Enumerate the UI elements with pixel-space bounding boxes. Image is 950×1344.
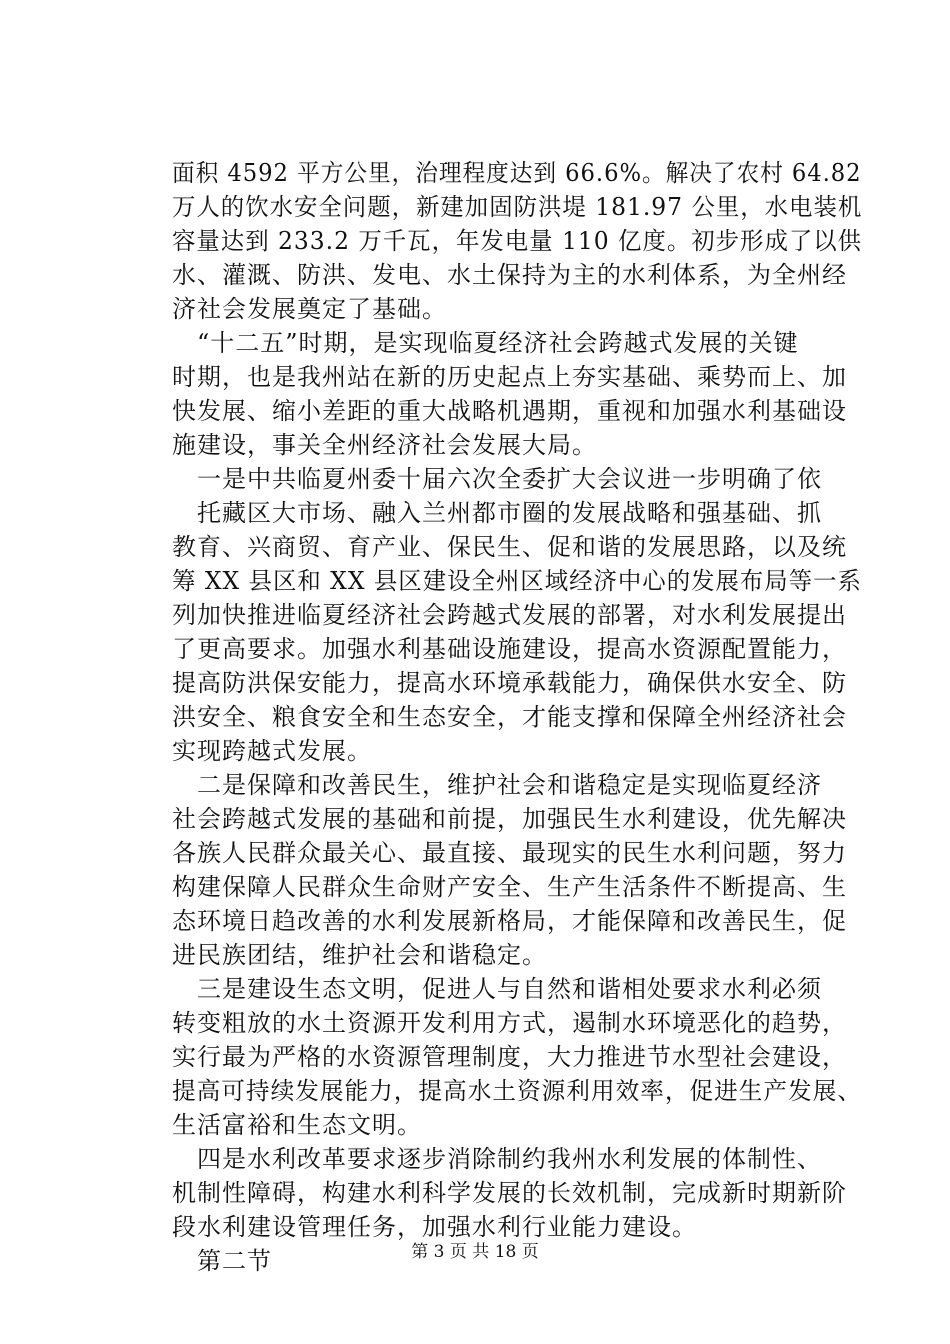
- text-line: 教育、兴商贸、育产业、保民生、促和谐的发展思路，以及统: [172, 533, 847, 561]
- page-number-footer: 第 3 页 共 18 页: [411, 1242, 539, 1262]
- text-line: 实现跨越式发展。: [172, 737, 372, 765]
- text-line: 转变粗放的水土资源开发利用方式，遏制水环境恶化的趋势，: [172, 1009, 847, 1037]
- text-line: 进民族团结，维护社会和谐稳定。: [172, 941, 547, 969]
- text-line: 洪安全、粮食安全和生态安全，才能支撑和保障全州经济社会: [172, 703, 847, 731]
- text-line: 万人的饮水安全问题，新建加固防洪堤 181.97 公里，水电装机: [172, 193, 863, 221]
- text-line: 提高可持续发展能力，提高水土资源利用效率，促进生产发展、: [172, 1077, 862, 1105]
- text-line: 施建设，事关全州经济社会发展大局。: [172, 431, 597, 459]
- text-line: 筹 XX 县区和 XX 县区建设全州区域经济中心的发展布局等一系: [172, 567, 862, 595]
- text-line: 快发展、缩小差距的重大战略机遇期，重视和加强水利基础设: [172, 397, 847, 425]
- text-line: 实行最为严格的水资源管理制度，大力推进节水型社会建设，: [172, 1043, 847, 1071]
- text-line: 水、灌溉、防洪、发电、水土保持为主的水利体系，为全州经: [172, 261, 847, 289]
- section-heading: 第二节: [172, 1247, 272, 1275]
- text-line: 了更高要求。加强水利基础设施建设，提高水资源配置能力，: [172, 635, 847, 663]
- text-line: 提高防洪保安能力，提高水环境承载能力，确保供水安全、防: [172, 669, 847, 697]
- text-line: 社会跨越式发展的基础和前提，加强民生水利建设，优先解决: [172, 805, 847, 833]
- text-line: 机制性障碍，构建水利科学发展的长效机制，完成新时期新阶: [172, 1179, 847, 1207]
- text-line: 四是水利改革要求逐步消除制约我州水利发展的体制性、: [172, 1145, 822, 1173]
- text-line: 各族人民群众最关心、最直接、最现实的民生水利问题，努力: [172, 839, 847, 867]
- text-line: 列加快推进临夏经济社会跨越式发展的部署，对水利发展提出: [172, 601, 847, 629]
- text-line: 面积 4592 平方公里，治理程度达到 66.6%。解决了农村 64.82: [172, 159, 862, 187]
- text-line: “十二五”时期，是实现临夏经济社会跨越式发展的关键: [172, 329, 799, 357]
- document-body: [172, 156, 863, 1278]
- text-line: 段水利建设管理任务，加强水利行业能力建设。: [172, 1213, 697, 1241]
- text-line: 三是建设生态文明，促进人与自然和谐相处要求水利必须: [172, 975, 822, 1003]
- text-line: 态环境日趋改善的水利发展新格局，才能保障和改善民生，促: [172, 907, 847, 935]
- text-line: 生活富裕和生态文明。: [172, 1111, 422, 1139]
- text-line: 二是保障和改善民生，维护社会和谐稳定是实现临夏经济: [172, 771, 822, 799]
- text-line: 构建保障人民群众生命财产安全、生产生活条件不断提高、生: [172, 873, 847, 901]
- text-line: 托藏区大市场、融入兰州都市圈的发展战略和强基础、抓: [172, 499, 822, 527]
- text-line: 一是中共临夏州委十届六次全委扩大会议进一步明确了依: [172, 465, 822, 493]
- text-line: 容量达到 233.2 万千瓦，年发电量 110 亿度。初步形成了以供: [172, 227, 863, 255]
- text-line: 济社会发展奠定了基础。: [172, 295, 447, 323]
- text-line: 时期，也是我州站在新的历史起点上夯实基础、乘势而上、加: [172, 363, 847, 391]
